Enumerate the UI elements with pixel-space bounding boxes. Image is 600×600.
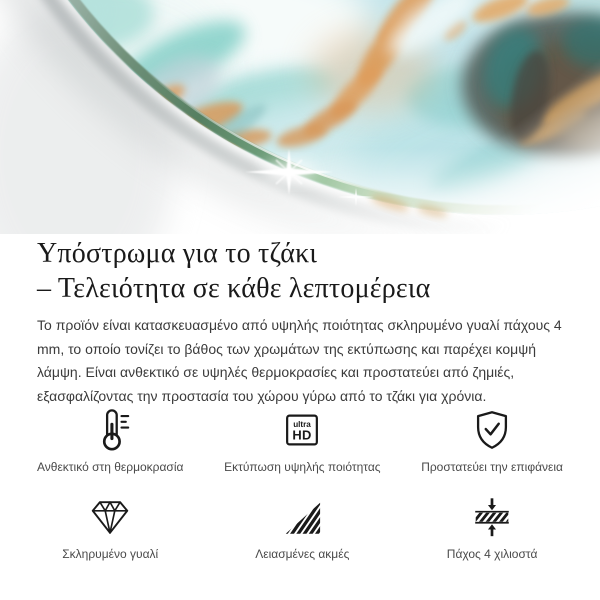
ultra-hd-icon — [279, 408, 325, 452]
feature-grid — [37, 408, 563, 562]
product-description: Το προϊόν είναι κατασκευασμένο από υψηλής ποιότητας σκληρυμένο γυαλί πάχους 4 mm, το οποίο τονίζει το βάθος των χρωμάτων της εκτύπωσης και παρέχει κομψή λάμψη. Είναι ανθεκτικό σε υψηλές θερμοκρασίες και προστατεύει από ζημιές, εξασφαλίζοντας την προστασία του χώρου γύρω από το τζάκι για χρόνια. — [37, 317, 562, 404]
feature-label: Λειασμένες ακμές — [255, 547, 350, 561]
title-line-2: – Τελειότητα σε κάθε λεπτομέρεια — [37, 273, 431, 304]
shield-check-icon — [469, 408, 515, 452]
feature-surface-protection — [421, 408, 563, 475]
feature-label: Σκληρυμένο γυαλί — [62, 547, 159, 561]
diamond-icon — [87, 495, 133, 539]
ultra-hd-badge-top: ultra — [293, 420, 312, 430]
feature-thickness — [421, 495, 563, 562]
page-title — [37, 236, 563, 306]
feature-label: Ανθεκτικό στη θερμοκρασία — [37, 460, 184, 474]
feature-label: Προστατεύει την επιφάνεια — [421, 460, 563, 474]
product-info-section — [0, 236, 600, 562]
feature-label: Εκτύπωση υψηλής ποιότητας — [224, 460, 381, 474]
title-line-1: Υπόστρωμα για το τζάκι — [37, 238, 318, 269]
feature-heat-resistant — [37, 408, 183, 475]
feature-label: Πάχος 4 χιλιοστά — [446, 547, 538, 561]
glass-panel-photo — [0, 0, 600, 234]
ultra-hd-badge-bottom: HD — [292, 427, 312, 443]
feature-print-quality — [224, 408, 380, 475]
thickness-icon — [469, 495, 515, 539]
polished-edges-icon — [279, 495, 325, 539]
feature-polished-edges — [224, 495, 380, 562]
product-image — [0, 0, 600, 234]
feature-tempered-glass — [37, 495, 183, 562]
thermometer-icon — [87, 408, 133, 452]
